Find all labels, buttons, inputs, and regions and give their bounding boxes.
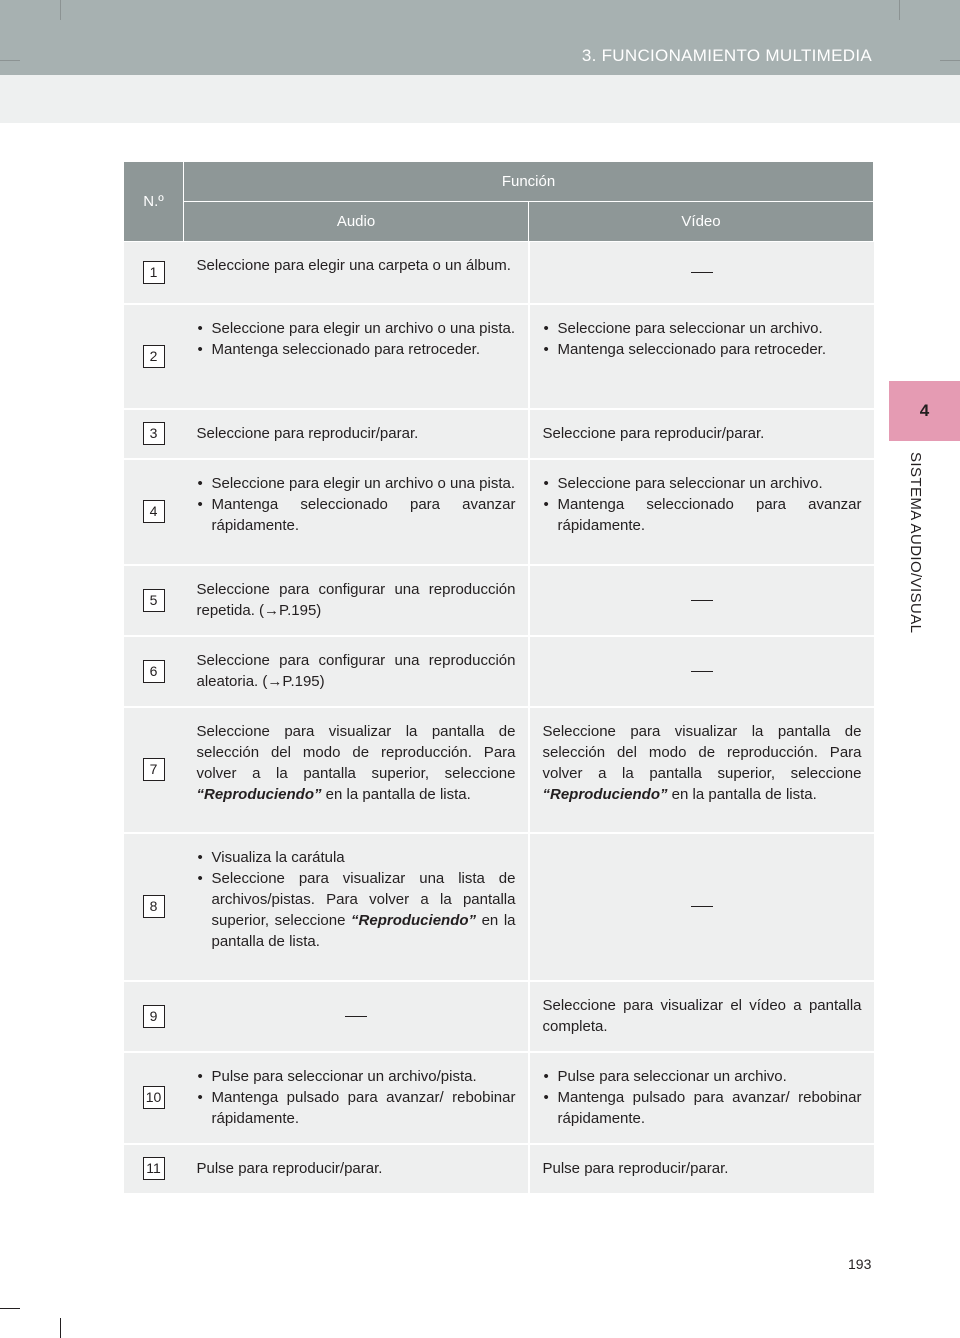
- item-number: 8: [143, 895, 165, 918]
- emphasis-text: “Reproduciendo”: [351, 911, 477, 929]
- table-row: [124, 409, 874, 459]
- list-item: • Seleccione para seleccionar un archivo.: [543, 473, 862, 494]
- item-number: 9: [143, 1005, 165, 1028]
- crop-mark: [0, 60, 20, 61]
- table-row: [124, 981, 874, 1052]
- audio-cell: [184, 1052, 529, 1144]
- item-number: 7: [143, 758, 165, 781]
- list-item: • Seleccione para seleccionar un archivo.: [543, 318, 862, 339]
- list-item: • Mantenga pulsado para avanzar/ rebobinar rápidamente.: [197, 1087, 516, 1129]
- crop-mark: [0, 1308, 20, 1309]
- audio-cell: Seleccione para configurar una reproducción aleatoria. (→P.195): [184, 636, 529, 707]
- audio-cell: [184, 459, 529, 565]
- video-cell-empty: [529, 636, 874, 707]
- table-row: [124, 636, 874, 707]
- list-item: • Seleccione para elegir un archivo o una pista.: [197, 318, 516, 339]
- table-row: [124, 304, 874, 409]
- emphasis-text: “Reproduciendo”: [196, 785, 322, 803]
- table-row: [124, 707, 874, 833]
- table-row: [124, 242, 874, 304]
- function-table: [123, 161, 874, 1195]
- table-row: [124, 565, 874, 636]
- audio-cell: Seleccione para configurar una reproducción repetida. (→P.195): [184, 565, 529, 636]
- crop-mark: [899, 0, 900, 20]
- crop-mark: [60, 0, 61, 20]
- cell-text: Seleccione para visualizar una lista de archivos/pistas. Para volver a la pantalla superior, seleccione: [211, 869, 516, 929]
- cell-text: en la pantalla de lista.: [321, 785, 471, 803]
- table-row: [124, 459, 874, 565]
- list-item: • Mantenga seleccionado para avanzar rápidamente.: [197, 494, 516, 536]
- crop-mark: [940, 60, 960, 61]
- video-cell: Seleccione para reproducir/parar.: [529, 409, 874, 459]
- list-item: • Pulse para seleccionar un archivo.: [543, 1066, 862, 1087]
- video-cell: Pulse para reproducir/parar.: [529, 1144, 874, 1194]
- page-number: 193: [848, 1256, 872, 1272]
- table-row: [124, 1144, 874, 1194]
- video-cell: [529, 304, 874, 409]
- list-item: [197, 868, 516, 952]
- audio-cell-empty: [184, 981, 529, 1052]
- audio-cell: [184, 707, 529, 833]
- dash: [691, 671, 713, 672]
- dash: [345, 1016, 367, 1017]
- emphasis-text: “Reproduciendo”: [542, 785, 668, 803]
- list-item: • Visualiza la carátula: [197, 847, 516, 868]
- chapter-label: SISTEMA AUDIO/VISUAL: [907, 452, 924, 634]
- column-header-number: N.º: [124, 162, 184, 242]
- cell-text: en la pantalla de lista.: [211, 911, 516, 950]
- item-number: 1: [143, 261, 165, 284]
- column-header-video: Vídeo: [529, 202, 874, 242]
- item-number: 4: [143, 500, 165, 523]
- video-cell: Seleccione para visualizar el vídeo a pantalla completa.: [529, 981, 874, 1052]
- dash: [691, 272, 713, 273]
- list-item: • Seleccione para elegir un archivo o una pista.: [197, 473, 516, 494]
- column-header-audio: Audio: [184, 202, 529, 242]
- item-number: 2: [143, 345, 165, 368]
- item-number: 11: [143, 1157, 165, 1180]
- table-row: [124, 1052, 874, 1144]
- column-header-function: Función: [184, 162, 874, 202]
- item-number: 10: [143, 1086, 165, 1109]
- crop-mark: [60, 1318, 61, 1338]
- cell-text: Seleccione para visualizar la pantalla de selección del modo de reproducción. Para volver a la pantalla superior, seleccione: [542, 722, 862, 782]
- audio-cell: Pulse para reproducir/parar.: [184, 1144, 529, 1194]
- audio-cell: Seleccione para elegir una carpeta o un álbum.: [184, 242, 529, 304]
- list-item: • Mantenga seleccionado para retroceder.: [543, 339, 862, 360]
- table-row: [124, 833, 874, 981]
- header-subband: [0, 75, 960, 123]
- section-title: 3. FUNCIONAMIENTO MULTIMEDIA: [581, 46, 872, 65]
- list-item: • Mantenga pulsado para avanzar/ rebobinar rápidamente.: [543, 1087, 862, 1129]
- video-cell: [529, 1052, 874, 1144]
- list-item: • Mantenga seleccionado para retroceder.: [197, 339, 516, 360]
- cell-text: Seleccione para visualizar la pantalla de selección del modo de reproducción. Para volver a la pantalla superior, seleccione: [196, 722, 516, 782]
- cell-text: en la pantalla de lista.: [667, 785, 817, 803]
- audio-cell: [184, 833, 529, 981]
- list-item: • Pulse para seleccionar un archivo/pista.: [197, 1066, 516, 1087]
- list-item: • Mantenga seleccionado para avanzar rápidamente.: [543, 494, 862, 536]
- video-cell-empty: [529, 833, 874, 981]
- chapter-tab: 4: [889, 381, 960, 441]
- item-number: 5: [143, 589, 165, 612]
- video-cell-empty: [529, 242, 874, 304]
- dash: [691, 600, 713, 601]
- dash: [691, 906, 713, 907]
- item-number: 3: [143, 422, 165, 445]
- audio-cell: [184, 304, 529, 409]
- video-cell: [529, 707, 874, 833]
- video-cell: [529, 459, 874, 565]
- item-number: 6: [143, 660, 165, 683]
- audio-cell: Seleccione para reproducir/parar.: [184, 409, 529, 459]
- video-cell-empty: [529, 565, 874, 636]
